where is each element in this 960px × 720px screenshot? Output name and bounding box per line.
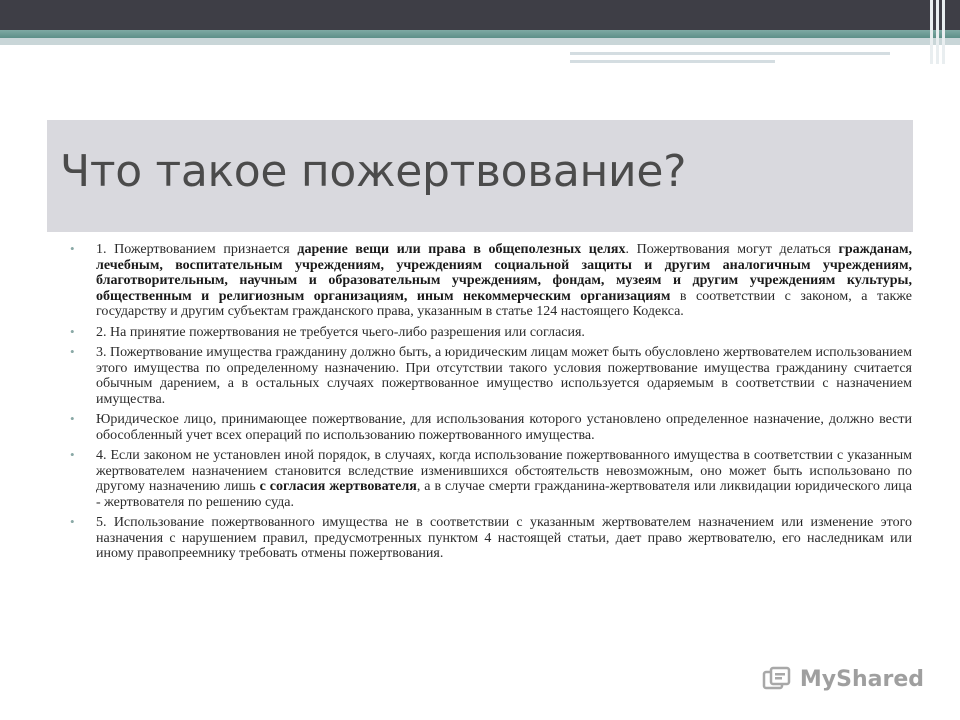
watermark	[762, 666, 924, 692]
decorative-line	[570, 52, 890, 55]
myshared-logo-icon	[762, 666, 794, 692]
list-item	[70, 412, 912, 443]
list-item	[70, 242, 912, 320]
bullet-list	[70, 242, 912, 567]
item-text: 3. Пожертвование имущества гражданину должно быть, а юридическим лицам может быть обусловлено жертвователем использованием этого имущества по определенному назначению. При отсутствии такого условия пожертвование имущества гражданину считается обычным дарением, а в остальных случаях пожертвованное имущество используется одаряемым в соответствии с назначением имущества.	[96, 345, 912, 407]
bullet-icon: •	[70, 411, 75, 426]
item-text: . Пожертвования могут делаться	[625, 242, 839, 257]
header-band	[0, 0, 960, 30]
watermark-text: MyShared	[799, 666, 924, 692]
decorative-bar	[942, 0, 945, 64]
list-item	[70, 515, 912, 562]
slide-title: Что такое пожертвование?	[60, 146, 687, 197]
item-text: 1. Пожертвованием признается	[96, 242, 298, 257]
bullet-icon: •	[70, 323, 75, 339]
bullet-icon: •	[70, 514, 75, 529]
bullet-icon: •	[70, 447, 75, 462]
item-text: Юридическое лицо, принимающее пожертвование, для использования которого установлено определенное назначение, должно вести обособленный учет всех операций по использованию пожертвованного имущества.	[96, 412, 912, 443]
item-text: в соответствии с законом, а также государству и другим субъектам гражданского права, указанным в статье 124 настоящего Кодекса.	[96, 288, 912, 319]
item-text: 5. Использование пожертвованного имущества не в соответствии с указанным жертвователем назначением или изменение этого назначения с нарушением правил, предусмотренных пунктом 4 настоящей статьи, дает право жертвователю, его наследникам или иному правопреемнику требовать отмены пожертвования.	[96, 515, 912, 561]
header-light-strip	[0, 38, 960, 45]
item-text: 4. Если законом не установлен иной порядок, в случаях, когда использование пожертвованного имущества в соответствии с указанным жертвователем назначением становится вследствие изменившихся обстоятельств невозможным, оно может быть использовано по другому назначению лишь	[96, 448, 912, 494]
list-item	[70, 345, 912, 407]
emphasized-text: с согласия жертвователя	[259, 479, 417, 494]
emphasized-text: гражданам, лечебным, воспитательным учреждениям, учреждениям социальной защиты и другим аналогичным учреждениям, благотворительным, научным и образовательным учреждениям, фондам, музеям и другим учреждениям культуры, общественным и религиозным организациям, иным некоммерческим организациям	[96, 242, 912, 304]
list-item	[70, 325, 912, 341]
item-text: 2. На принятие пожертвования не требуется чьего-либо разрешения или согласия.	[96, 324, 585, 340]
list-item	[70, 448, 912, 510]
decorative-bar	[936, 0, 939, 64]
emphasized-text: дарение вещи или права в общеполезных целях	[297, 242, 626, 257]
bullet-icon: •	[70, 344, 75, 359]
header-accent-strip	[0, 30, 960, 38]
bullet-icon: •	[70, 241, 75, 256]
decorative-bar	[930, 0, 933, 64]
item-text: , а в случае смерти гражданина-жертвователя или ликвидации юридического лица - жертвователя по решению суда.	[96, 479, 913, 510]
decorative-line	[570, 60, 775, 63]
